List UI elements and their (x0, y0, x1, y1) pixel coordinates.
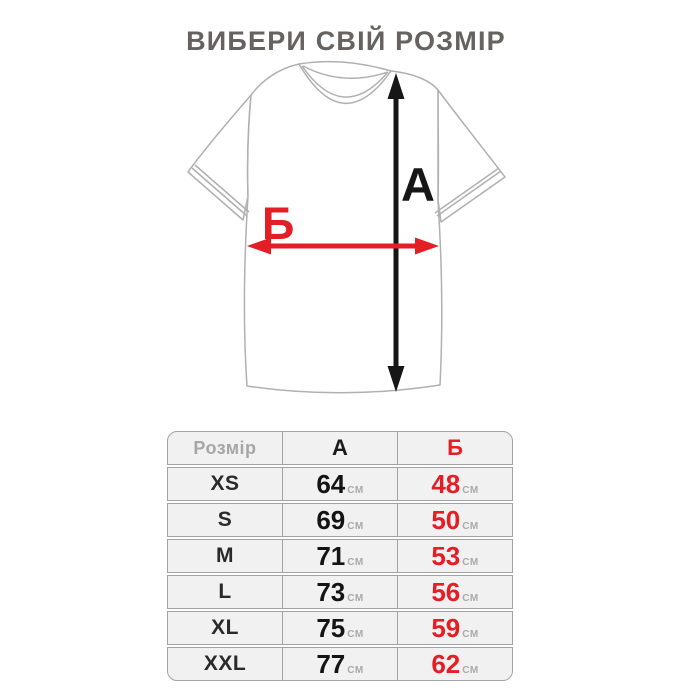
unit-label: СМ (347, 592, 364, 604)
label-a: А (401, 158, 435, 211)
table-row-xxl (167, 647, 513, 681)
b-value-cell (398, 468, 512, 500)
unit-label: СМ (347, 556, 364, 568)
tshirt-outline (188, 62, 505, 393)
tshirt-right-sleeve (438, 90, 505, 222)
size-cell (168, 612, 283, 644)
size-cell (168, 468, 283, 500)
a-value: 71 (316, 540, 346, 571)
unit-label: СМ (462, 628, 479, 640)
size-label: L (218, 580, 232, 603)
size-cell (168, 576, 283, 608)
a-value: 69 (316, 504, 346, 535)
b-value: 48 (431, 468, 461, 499)
unit-label: СМ (462, 520, 479, 532)
header-cell-b (398, 432, 512, 464)
b-value-cell (398, 612, 512, 644)
a-value: 77 (316, 648, 346, 679)
size-label: XL (211, 616, 239, 639)
unit-label: СМ (462, 592, 479, 604)
header-label-size: Розмір (193, 437, 257, 458)
unit-label: СМ (347, 664, 364, 676)
size-label: S (217, 508, 233, 531)
b-value-cell (398, 576, 512, 608)
a-value-cell (283, 504, 398, 536)
table-row-xs (167, 467, 513, 501)
size-table-header-row (167, 431, 513, 465)
header-label-a: А (332, 435, 348, 460)
tshirt-measurement-diagram (170, 55, 530, 420)
b-value: 56 (431, 576, 461, 607)
unit-label: СМ (462, 556, 479, 568)
page-title: ВИБЕРИ СВІЙ РОЗМІР (186, 26, 506, 56)
size-cell (168, 540, 283, 572)
unit-label: СМ (462, 664, 479, 676)
tshirt-left-sleeve (188, 95, 251, 220)
a-value: 64 (316, 468, 346, 499)
b-value: 50 (431, 504, 461, 535)
table-row-l (167, 575, 513, 609)
a-value: 73 (316, 576, 346, 607)
a-value: 75 (316, 612, 346, 643)
size-label: XS (210, 472, 240, 495)
header-cell-a (283, 432, 398, 464)
b-value-cell (398, 648, 512, 680)
a-value-cell (283, 540, 398, 572)
b-value: 62 (431, 648, 461, 679)
size-table (167, 431, 513, 681)
size-label: XXL (203, 652, 247, 675)
table-row-xl (167, 611, 513, 645)
size-cell (168, 648, 283, 680)
table-row-s (167, 503, 513, 537)
a-value-cell (283, 648, 398, 680)
size-label: M (216, 544, 234, 567)
label-b: Б (262, 198, 295, 249)
unit-label: СМ (347, 520, 364, 532)
size-cell (168, 504, 283, 536)
header-label-b: Б (447, 435, 463, 460)
unit-label: СМ (347, 628, 364, 640)
b-value-cell (398, 540, 512, 572)
b-value-cell (398, 504, 512, 536)
b-value: 59 (431, 612, 461, 643)
b-value: 53 (431, 540, 461, 571)
table-row-m (167, 539, 513, 573)
header-cell-size (168, 432, 283, 464)
unit-label: СМ (347, 484, 364, 496)
a-value-cell (283, 468, 398, 500)
a-value-cell (283, 576, 398, 608)
a-value-cell (283, 612, 398, 644)
unit-label: СМ (462, 484, 479, 496)
